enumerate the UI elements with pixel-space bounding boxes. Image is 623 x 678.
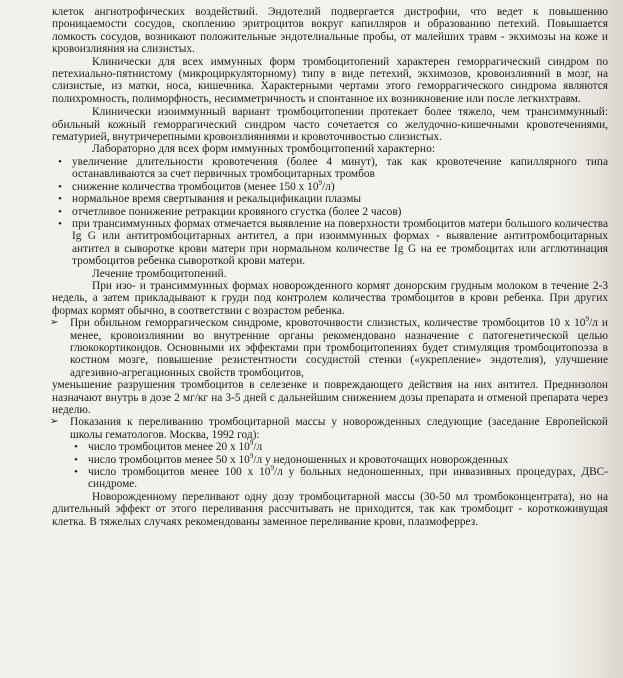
arrow-item-transfusion: ➢ Показания к переливанию тромбоцитарной массы у новорожденных следующие (заседание Европейской школы гематологов. Москва, 1992 год): [50,416,608,441]
arrow-right-icon: ➢ [50,416,59,428]
list-item: • отчетливое понижение ретракции кровяного сгустка (более 2 часов) [72,206,608,218]
paragraph-dose: Новорожденному переливают одну дозу тромбоцитарной массы (30-50 мл тромбоконцентрата), но на длительный эффект от этого переливания рассчитывать не приходится, так как тромбоцит - короткоживущая клетка. В тяжелых случаях рекомендованы заменное переливание крови, плазмоферрез. [52,490,608,528]
paragraph-endothelium: клеток ангиотрофических воздействий. Эндотелий подвергается дистрофии, что ведет к повышению проницаемости сосудов, скоплению эритроцитов вокруг капилляров и образованию петехий. Повышается ломкость сосудов, возникают положительные эндотелиальные пробы, от малейших травм - экхимозы на коже и кровоизлияния на слизистых. [52,6,608,56]
arrow-right-icon: ➢ [50,317,59,329]
arrow-item-glucocorticoids: ➢ При обильном геморрагическом синдроме, кровоточивости слизистых, количестве тромбоцитов 10 х $10^9/л$ и менее, кровоизлиянии во внутренние органы рекомендовано назначение с патогенетической целью глюкокортикоидов. Основными их эффектами при тромбоцитопениях будет стимуляция тромбоцитопоэза в костном мозге, повышение резистентности сосудистой стенки («укрепление» эндотелия), улучшение адгезивно-агрегационных свойств тромбоцитов, [50,315,608,379]
list-item: • при трансиммунных формах отмечается выявление на поверхности тромбоцитов матери большого количества Ig G или антитромбоцитарных антител, а при изоиммунных формах - выявление антитромбоцитарных антител в сыворотке крови матери при нормальном количестве Ig G на ее тромбоцитах или агглютинация тромбоцитов ребенка сывороткой крови матери. [72,218,608,268]
list-item: • снижение количества тромбоцитов (менее 150 х $10^9/л$) [72,181,608,193]
document-body [52,6,608,528]
lab-heading: Лабораторно для всех форм иммунных тромбоцитопений характерно: [92,143,436,156]
list-item: • число тромбоцитов менее 100 х $10^9/л$ у больных недоношенных, при инвазивных процедурах, ДВС-синдроме. [88,466,608,491]
paragraph-clinical [52,56,608,106]
list-item: • число тромбоцитов менее 50 х $10^9/л$ у недоношенных и кровоточащих новорожденных [88,454,608,466]
list-item: • нормальное время свертывания и рекальцификации плазмы [72,193,608,205]
lab-list [52,156,608,268]
clinical-text: для всех иммунных форм тромбоцитопений характерен геморрагический синдром по петехиально-пятнистому (микроциркуляторному) типу в виде петехий, экхимозов, кровоизлияний в мозг, на слизистые, из матки, носа, кишечника. Характерными чертами этого геморрагического синдрома являются полихромность, полиморфность, несимметричность и спонтанное их возникновение или после легкихтравм. [52,55,608,105]
treatment-heading: Лечение тромбоцитопений. [92,267,227,280]
list-item: • число тромбоцитов менее 20 х $10^9/л$ [88,441,608,453]
clinical-lead-word: Клинически [92,55,152,68]
list-item: • увеличение длительности кровотечения (более 4 минут), так как кровотечение капиллярного типа останавливаются за счет первичных тромбоцитарных тромбов [72,156,608,181]
paragraph-feeding: При изо- и трансиммунных формах новорожденного кормят донорским грудным молоком в течение 2-3 недель, а затем прикладывают к груди под контролем количества тромбоцитов в крови ребенка. При других формах кормят обычно, в соответствии с возрастом ребенка. [52,279,608,317]
paragraph-isoimmune: Клинически изоиммунный вариант тромбоцитопении протекает более тяжело, чем трансиммунный: обильный кожный геморрагический синдром часто сочетается со желудочно-кишечными кровотечениями, гематурией, внутричерепными кровоизлияниями и кровоточивостью слизистых. [52,106,608,144]
paragraph-prednisolone: уменьшение разрушения тромбоцитов в селезенке и повреждающего действия на них антител. Преднизолон назначают внутрь в дозе 2 мг/кг на 3-5 дней с дальнейшим снижением дозы препарата и отменой препарата через неделю. [52,379,608,416]
transfusion-criteria-list [52,441,608,491]
